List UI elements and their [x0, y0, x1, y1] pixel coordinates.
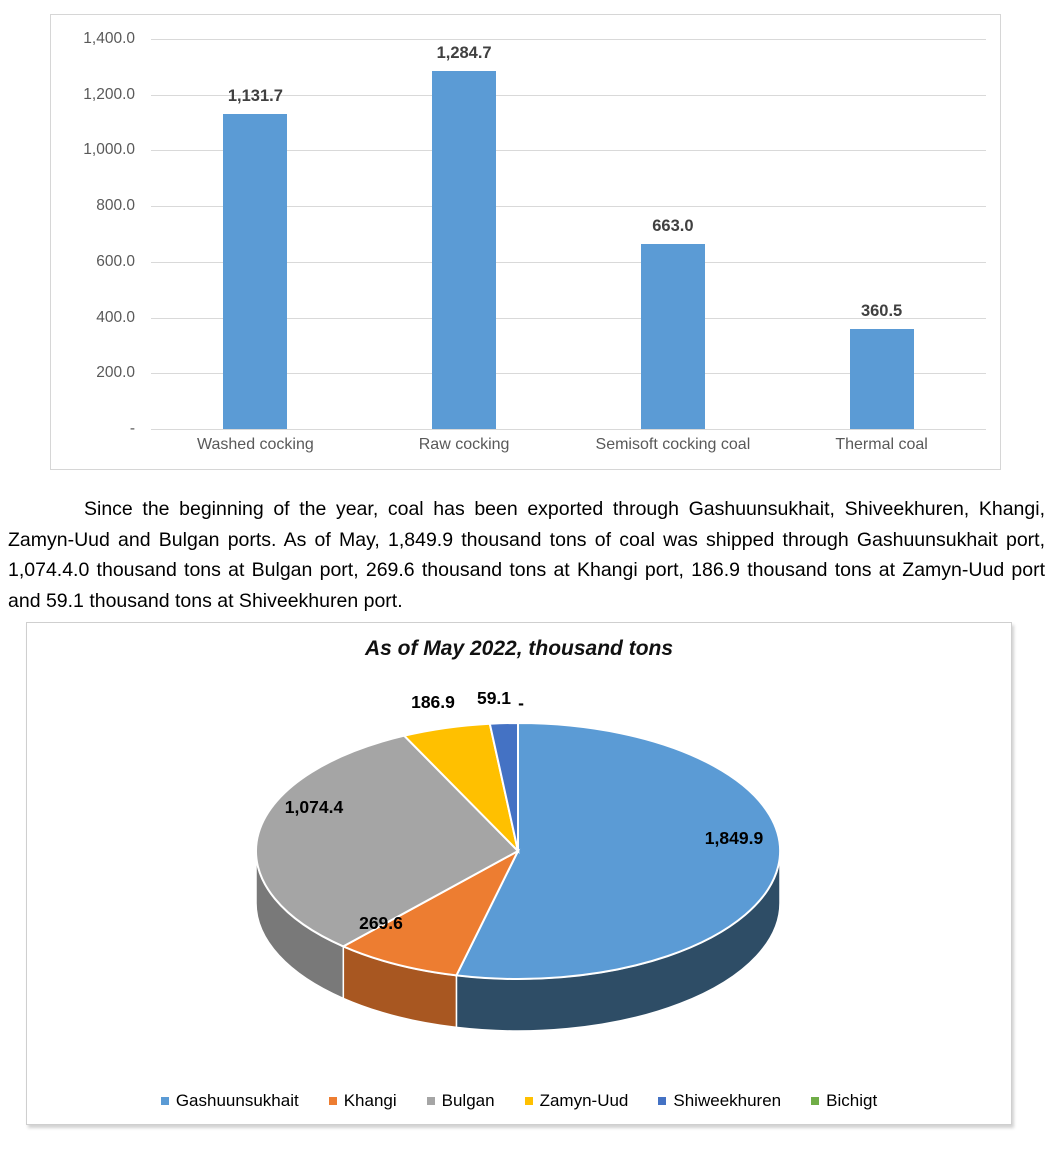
- pie-value-label: 269.6: [359, 913, 403, 933]
- y-axis-tick-label: 1,000.0: [83, 141, 135, 159]
- bar-semisoft-cocking-coal: [641, 244, 705, 429]
- legend-marker-icon: [525, 1097, 533, 1105]
- pie-chart-title: As of May 2022, thousand tons: [364, 637, 674, 660]
- legend-label: Shiweekhuren: [673, 1091, 782, 1110]
- x-axis-category-label: Washed cocking: [196, 436, 314, 453]
- legend-label: Bichigt: [826, 1091, 878, 1110]
- legend-marker-icon: [329, 1097, 337, 1105]
- y-gridline: [151, 429, 986, 430]
- pie-chart-legend: [27, 1091, 1011, 1111]
- x-axis-category-label: Thermal coal: [835, 436, 928, 453]
- body-paragraph: Since the beginning of the year, coal has been exported through Gashuunsukhait, Shiveekhuren, Khangi, Zamyn-Uud and Bulgan ports. As of May, 1,849.9 thousand tons of coal was shipped through Gashuunsukhait port, 1,074.4.0 thousand tons at Bulgan port, 269.6 thousand tons at Khangi port, 186.9 thousand tons at Zamyn-Uud port and 59.1 thousand tons at Shiveekhuren port.: [8, 498, 1045, 612]
- legend-item-khangi: [329, 1091, 397, 1111]
- pie-value-label: 1,074.4: [284, 797, 344, 817]
- y-axis-tick-label: -: [129, 420, 135, 437]
- y-axis-tick-label: 200.0: [96, 364, 135, 382]
- bar-value-label: 360.5: [860, 301, 903, 320]
- bar-washed-cocking: [223, 114, 287, 429]
- y-axis-tick-label: 600.0: [96, 252, 135, 270]
- bar-raw-cocking: [432, 71, 496, 429]
- pie-chart-plot-area: [27, 623, 1013, 1126]
- y-axis-tick-label: 1,400.0: [83, 30, 135, 47]
- legend-item-gashuunsukhait: [161, 1091, 299, 1111]
- legend-item-zamyn-uud: [525, 1091, 629, 1111]
- pie-3d-svg: [27, 623, 1013, 1126]
- bar-value-label: 1,284.7: [436, 44, 492, 63]
- legend-item-bulgan: [427, 1091, 495, 1111]
- y-axis-tick-label: 400.0: [96, 308, 135, 326]
- pie-value-label: -: [518, 693, 524, 713]
- x-axis-category-label: Semisoft cocking coal: [595, 436, 751, 453]
- legend-marker-icon: [658, 1097, 666, 1105]
- legend-item-shiweekhuren: [658, 1091, 781, 1111]
- y-axis-tick-label: 800.0: [96, 197, 135, 215]
- pie-value-label: 59.1: [476, 688, 512, 708]
- bar-value-label: 663.0: [652, 217, 694, 236]
- x-axis-category-label: Raw cocking: [418, 436, 510, 453]
- legend-marker-icon: [811, 1097, 819, 1105]
- bar-chart-card: [50, 14, 1001, 470]
- legend-marker-icon: [427, 1097, 435, 1105]
- pie-chart-card: [26, 622, 1012, 1125]
- legend-item-bichigt: [811, 1091, 877, 1111]
- y-axis-tick-label: 1,200.0: [83, 85, 135, 103]
- legend-label: Zamyn-Uud: [539, 1091, 629, 1110]
- legend-label: Khangi: [343, 1091, 397, 1110]
- bar-thermal-coal: [850, 329, 914, 429]
- pie-value-label: 1,849.9: [704, 828, 764, 848]
- legend-marker-icon: [161, 1097, 169, 1105]
- legend-label: Bulgan: [441, 1091, 495, 1110]
- pie-value-label: 186.9: [411, 692, 455, 712]
- legend-label: Gashuunsukhait: [175, 1091, 299, 1110]
- y-gridline: [151, 39, 986, 40]
- bar-value-label: 1,131.7: [227, 86, 283, 105]
